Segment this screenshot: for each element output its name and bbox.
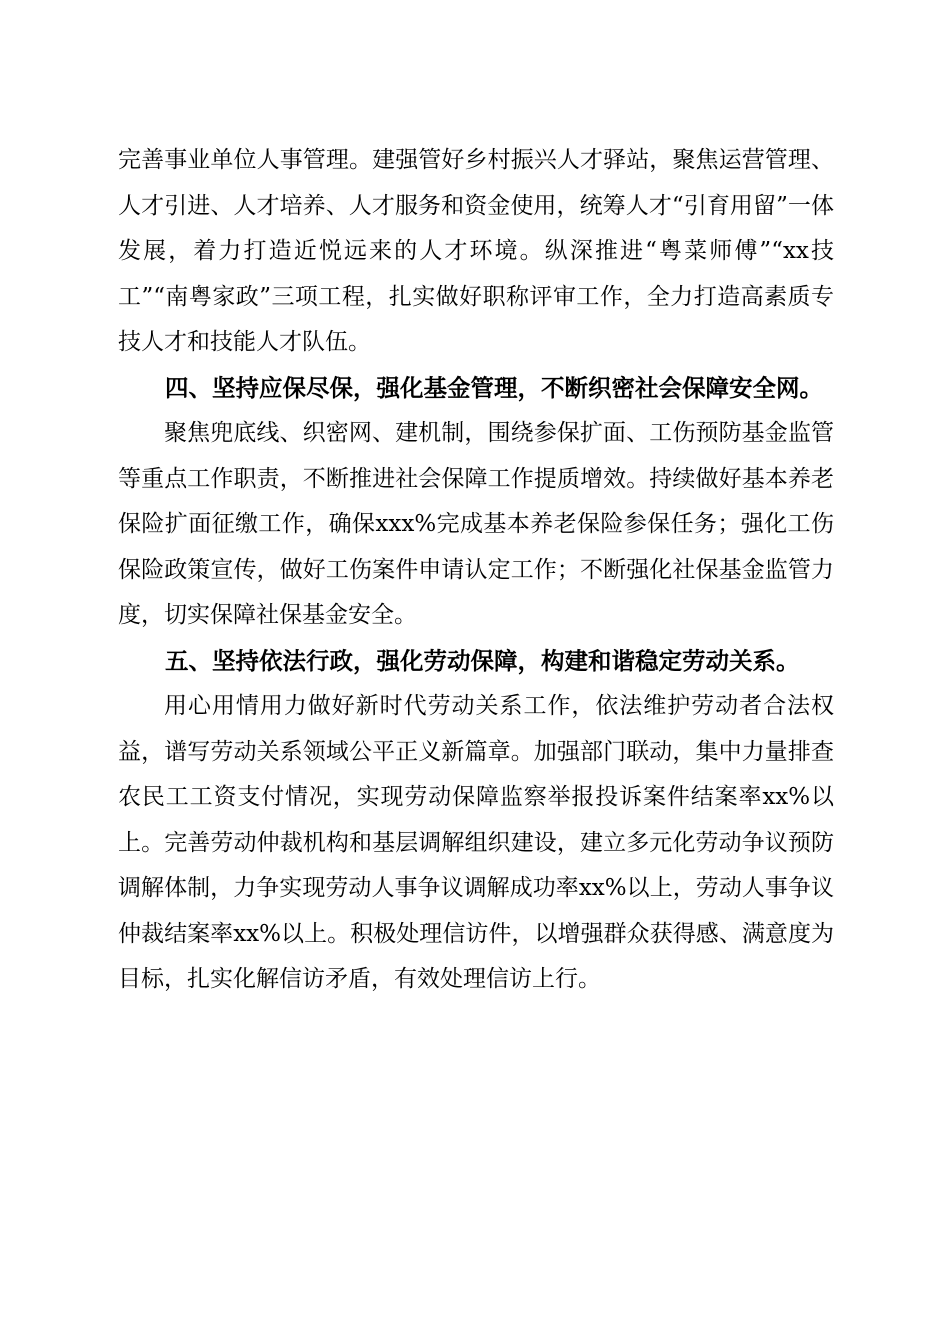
section-heading-social-security: 四、坚持应保尽保，强化基金管理，不断织密社会保障安全网。 — [165, 373, 823, 402]
paragraph-social-security: 聚焦兜底线、织密网、建机制，围绕参保扩面、工伤预防基金监管等重点工作职责，不断推进社会保障工作提质增效。持续做好基本养老保险扩面征缴工作，确保xxx%完成基本养老保险参保任务；强化工伤保险政策宣传，做好工伤案件申请认定工作；不断强化社保基金监管力度，切实保障社保基金安全。 — [118, 420, 834, 628]
paragraph-talent-management: 完善事业单位人事管理。建强管好乡村振兴人才驿站，聚焦运营管理、人才引进、人才培养、人才服务和资金使用，统筹人才“引育用留”一体发展，着力打造近悦远来的人才环境。纵深推进“粤菜师傅”“xx技工”“南粤家政”三项工程，扎实做好职称评审工作，全力打造高素质专技人才和技能人才队伍。 — [118, 147, 834, 355]
document-body — [118, 138, 834, 1003]
section-heading-labor-relations: 五、坚持依法行政，强化劳动保障，构建和谐稳定劳动关系。 — [165, 646, 800, 675]
paragraph-labor-relations: 用心用情用力做好新时代劳动关系工作，依法维护劳动者合法权益，谱写劳动关系领域公平正义新篇章。加强部门联动，集中力量排查农民工工资支付情况，实现劳动保障监察举报投诉案件结案率xx%以上。完善劳动仲裁机构和基层调解组织建设，建立多元化劳动争议预防调解体制，力争实现劳动人事争议调解成功率xx%以上，劳动人事争议仲裁结案率xx%以上。积极处理信访件，以增强群众获得感、满意度为目标，扎实化解信访矛盾，有效处理信访上行。 — [118, 693, 834, 992]
